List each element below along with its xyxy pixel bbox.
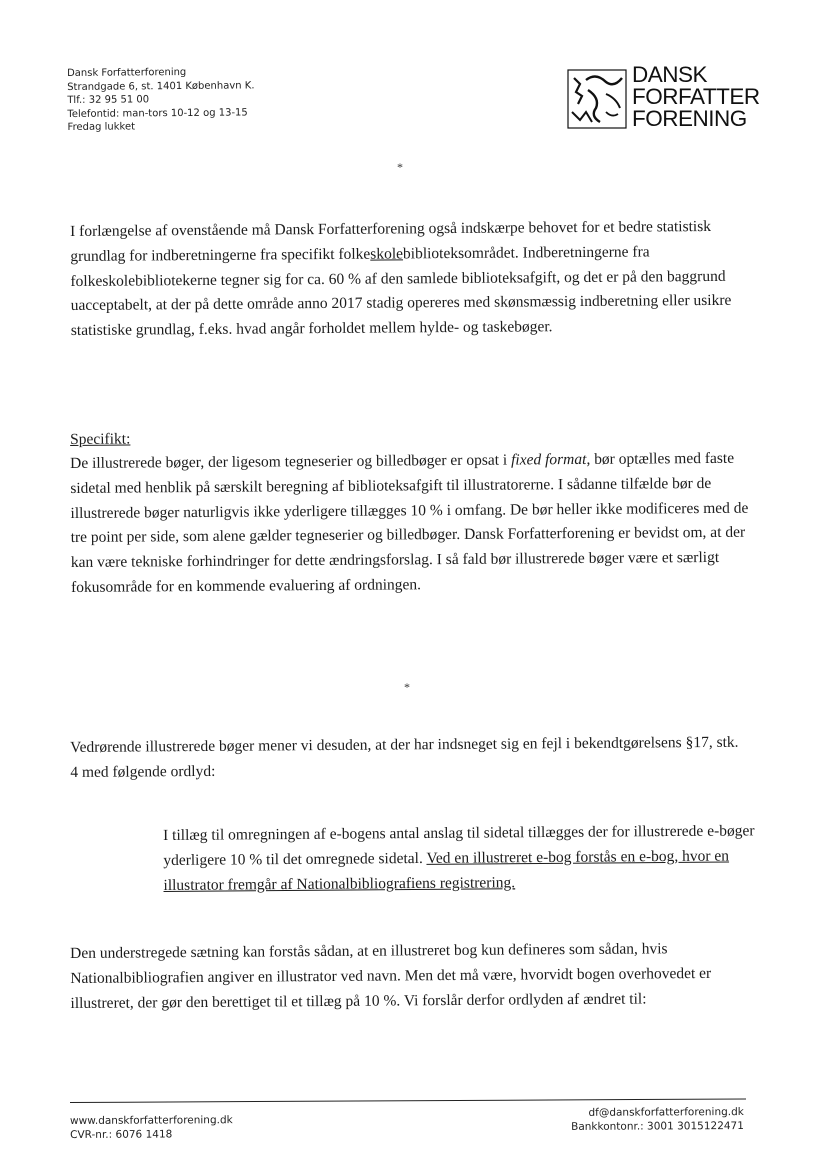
p2-italic: fixed format [510, 450, 587, 469]
footer-right [571, 1105, 744, 1134]
section-separator-2: * [404, 680, 410, 694]
logo-wordmark [632, 64, 760, 130]
footer-email: df@danskforfatterforening.dk [588, 1106, 745, 1119]
paragraph-illustrated-books [70, 447, 751, 601]
phone-hours: Telefontid: man-tors 10-12 og 13-15 [67, 106, 248, 120]
heading-text: Specifikt: [70, 430, 131, 448]
quote-start: I tillæg til omregningen af e-bogens antal anslag til sidetal tillægges der for illustrerede e-bøger yderligere 10 % til det omregnede sidetal. [163, 822, 755, 869]
p1-text: I forlængelse af ovenstående må Dansk Forfatterforening også indskærpe behovet for et bedre statistisk grundlag for indberetningerne fra specifikt folke [70, 217, 712, 265]
section-separator: * [397, 160, 403, 174]
footer-left [70, 1113, 233, 1142]
p1-rest: biblioteksområdet. Indberetningerne fra folkeskolebibliotekerne tegner sig for ca. 60 % af den samlede biblioteksafgift, og det er på den baggrund uacceptabelt, at der på dette område anno 2017 stadig opereres med skønsmæssig indberetning eller usikre statistiske grundlag, f.eks. hvad angår forholdet mellem hylde- og taskebøger. [70, 243, 732, 340]
paragraph-regulation-error [70, 731, 750, 786]
logo-line-2: FORFATTER [632, 84, 760, 109]
footer-divider [70, 1098, 746, 1103]
p3-text: Vedrørende illustrerede bøger mener vi desuden, at der har indsneget sig en fejl i bekendtgørelsens §17, stk. 4 med følgende ordlyd: [70, 733, 739, 781]
p1-underlined: skole [370, 245, 404, 263]
footer-cvr: CVR-nr.: 6076 1418 [70, 1128, 173, 1141]
footer-bank: Bankkontonr.: 3001 3015122471 [571, 1119, 745, 1133]
p2-start: De illustrerede bøger, der ligesom tegneserier og billedbøger er opsat i [70, 451, 512, 472]
logo-line-3: FORENING [632, 106, 747, 131]
quote-underlined: Ved en illustreret e-bog forstås en e-bog, hvor en illustrator fremgår af Nationalbibliografiens registrering. [163, 847, 730, 894]
sender-address [67, 65, 255, 134]
org-name: Dansk Forfatterforening [67, 66, 187, 79]
logo-line-1: DANSK [632, 62, 708, 87]
footer-website: www.danskforfatterforening.dk [70, 1114, 233, 1127]
paragraph-statistics [70, 215, 751, 344]
p2-rest: , bør optælles med faste sidetal med henblik på særskilt beregning af biblioteksafgift til illustratorerne. I sådanne tilfælde bør de illustrerede bøger naturligvis ikke yderligere tillægges 10 % i omfang. De bør heller ikke modificeres med de tre point per side, som alene gælder tegneserier og billedbøger. Dansk Forfatterforening er bevidst om, at der kan være tekniske forhindringer for dette ændringsforslag. I så fald bør illustrerede bøger være et særligt fokusområde for en kommende evaluering af ordningen. [70, 449, 749, 596]
phone-number: Tlf.: 32 95 51 00 [67, 94, 150, 106]
regulation-quote [163, 819, 764, 898]
paragraph-proposal [70, 937, 751, 1017]
street-address: Strandgade 6, st. 1401 København K. [67, 79, 255, 93]
friday-closed: Fredag lukket [67, 121, 136, 133]
pegasus-logo-icon [566, 68, 628, 130]
org-logo [566, 64, 766, 134]
p4-text: Den understregede sætning kan forstås sådan, at en illustreret bog kun defineres som sådan, hvis Nationalbibliografien angiver en illustrator ved navn. Men det må være, hvorvidt bogen overhovedet er illustreret, der gør den berettiget til et tillæg på 10 %. Vi forslår derfor ordlyden af ændret til: [70, 940, 712, 1012]
